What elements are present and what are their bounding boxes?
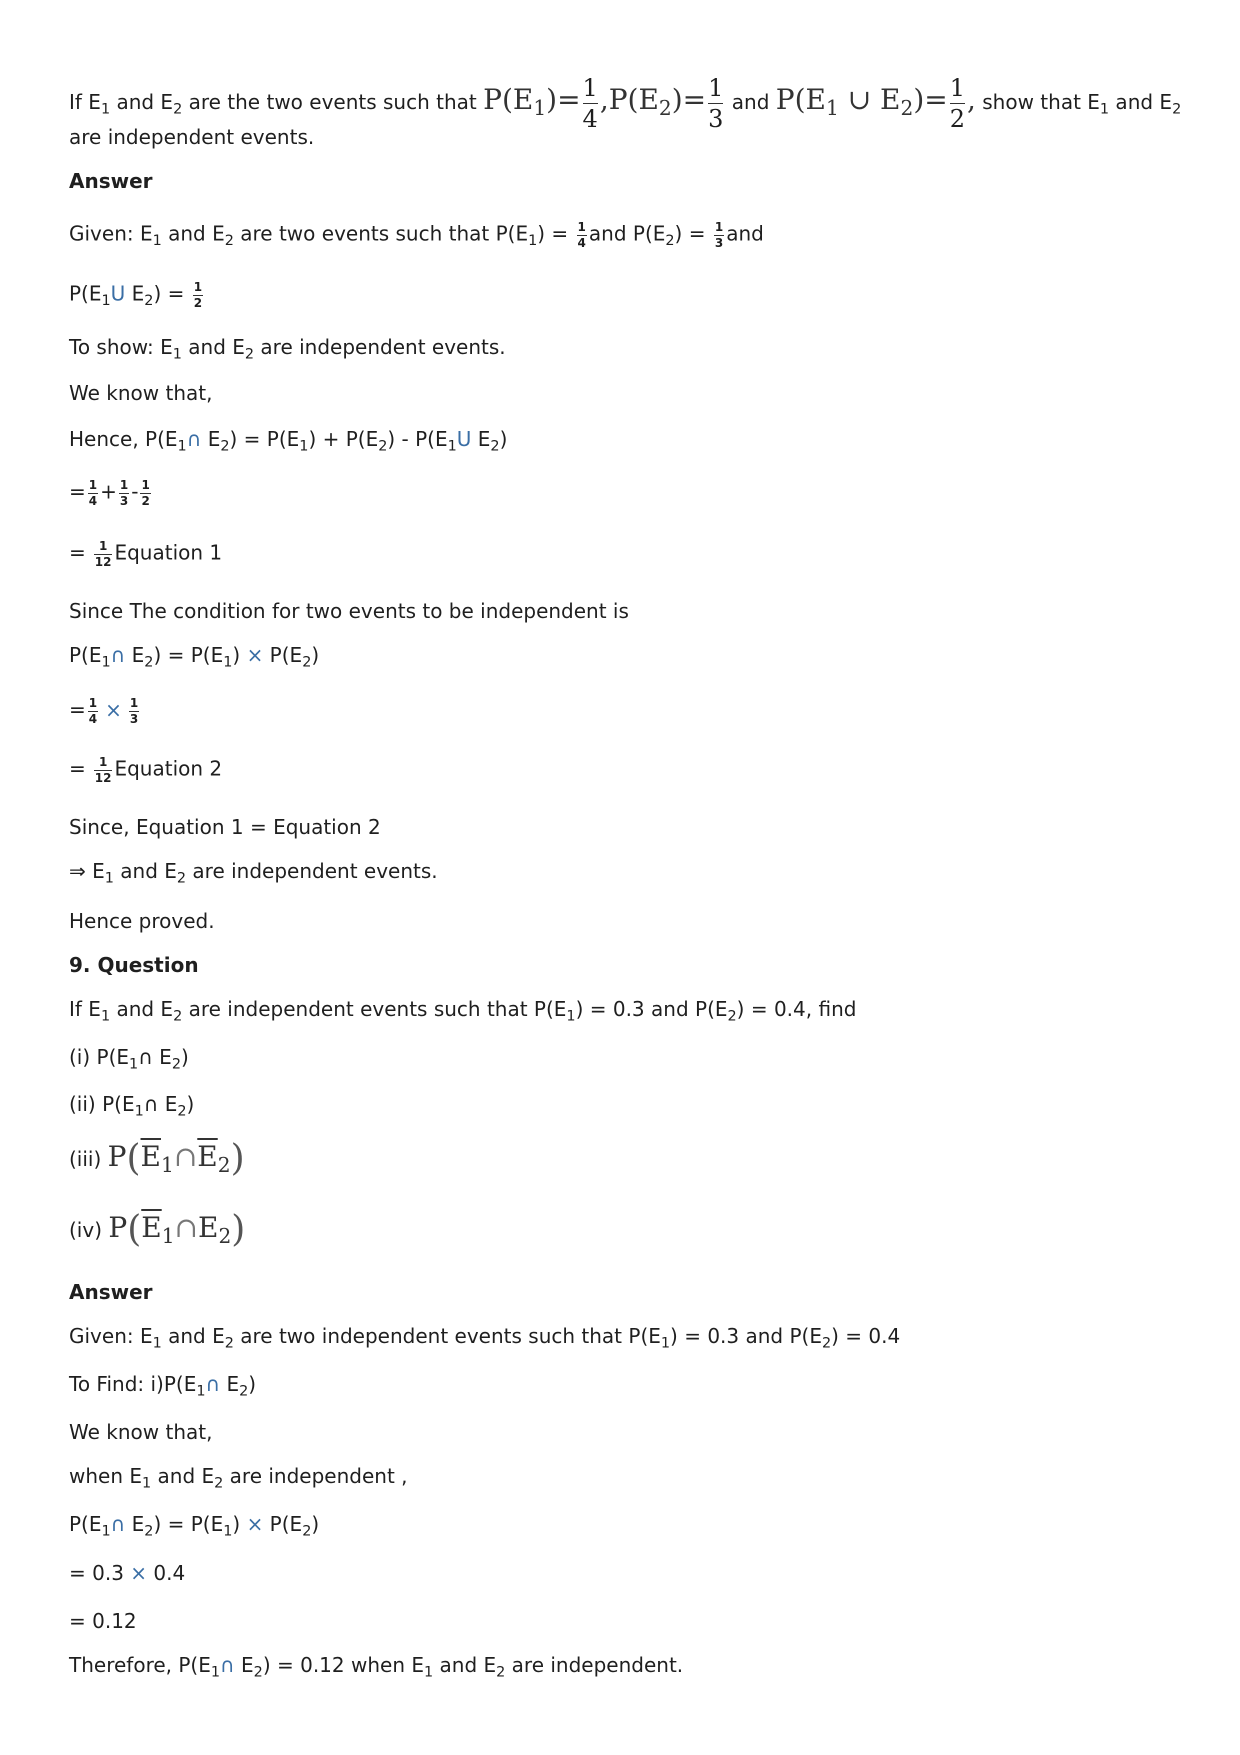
answer-9-heading: Answer: [69, 1280, 153, 1304]
equation-compare-line: Since, Equation 1 = Equation 2: [69, 815, 381, 839]
formula-iv: $P(\overline{E}_1\cap E_2)$: [108, 1209, 246, 1250]
answer-9-to-find: To Find: $i)P(E_1\cap$ $E_2$): [69, 1372, 257, 1400]
equation-2-line: = $\frac{1}{12}$ Equation 2: [69, 755, 223, 785]
formula-line: Hence, $P(E_1\cap$ $E_2) = P(E_1) + P(E_2) - P(E_1U$ $E_2$): [69, 427, 508, 455]
implication-line: ⇒ $E_1$ and $E_2$ are independent events.: [69, 859, 438, 887]
formula-pe2: $,P(E_2)=$: [599, 83, 707, 121]
union-given-line: $P(E_1U$ $E_2$) = $\frac{1}{2}$: [69, 280, 203, 310]
fraction: $\frac{1}{2}$: [193, 280, 203, 310]
times-symbol: ×: [246, 643, 264, 667]
text: are the two events such that: [182, 90, 484, 114]
subscript: 2: [1172, 101, 1182, 118]
intro-line-1: [69, 76, 1181, 131]
answer-9-we-know: We know that,: [69, 1420, 213, 1444]
fraction-one-quarter: $\frac{1}{4}$: [582, 74, 598, 133]
fraction: $\frac{1}{4}$: [577, 220, 586, 250]
subscript: 1: [100, 101, 111, 118]
sum-line: = $\frac{1}{4}$ + $\frac{1}{3}$ - $\frac{1}{2}$: [69, 478, 150, 508]
text: and E: [110, 90, 174, 114]
to-show-line: To show: $E_1$ and $E_2$ are independent events.: [69, 335, 506, 363]
question-9-heading: 9. Question: [69, 953, 199, 977]
text: and E: [1109, 90, 1173, 114]
text: show that E: [975, 90, 1100, 114]
product-formula-line: $P(E_1\cap$ $E_2) = P(E_1) \times P(E_2)$: [69, 643, 320, 671]
answer-9-product: $P(E_1\cap$ $E_2) = P(E_1) \times P(E_2)$: [69, 1512, 320, 1540]
formula-iii: $P(\overline{E}_1\cap\overline{E}_2)$: [107, 1138, 245, 1179]
text: If E: [69, 90, 101, 114]
union-symbol: U: [110, 281, 126, 306]
condition-line: Since The condition for two events to be independent is: [69, 599, 629, 623]
hence-proved-line: Hence proved.: [69, 909, 215, 933]
answer-9-result: = 0.12: [69, 1609, 137, 1633]
answer-9-given: Given: $E_1$ and $E_2$ are two independent events such that $P(E_1) = 0.3$ and $P(E_2) = 0.4$: [69, 1324, 901, 1352]
answer-heading: Answer: [69, 169, 153, 193]
subscript: 2: [173, 101, 183, 118]
part-iv: (iv) $P(\overline{E}_1\cap E_2)$: [69, 1209, 246, 1250]
part-iii: (iii) $P(\overline{E}_1\cap\overline{E}_2)$: [69, 1138, 245, 1179]
comma: ,: [967, 83, 976, 116]
intersection-symbol: ∩: [186, 427, 202, 451]
given-line: Given: $E_1$ and $E_2$ are two events such that $P(E_1)$ = $\frac{1}{4}$ and $P(E_2)$ = $\frac{1}{3}$ and: [69, 220, 764, 250]
formula-union: $P(E_1$ ∪ $E_2)=$: [775, 83, 948, 121]
equation-1-line: = $\frac{1}{12}$ Equation 1: [69, 539, 223, 569]
implies-arrow-icon: ⇒: [69, 859, 86, 883]
fraction: $\frac{1}{3}$: [714, 220, 724, 250]
intro-line-2: are independent events.: [69, 125, 315, 149]
fraction-one-half: $\frac{1}{2}$: [949, 74, 965, 133]
answer-9-conclusion: Therefore, $P(E_1\cap$ $E_2) = 0.12$ when $E_1$ and $E_2$ are independent.: [69, 1653, 684, 1681]
we-know-line: We know that,: [69, 381, 213, 405]
formula-pe1: $P(E_1)=$: [483, 83, 581, 121]
question-9-statement: If $E_1$ and $E_2$ are independent events such that $P(E_1) = 0.3$ and $P(E_2) = 0.4$, find: [69, 997, 857, 1025]
equation-label: Equation 1: [114, 540, 223, 565]
answer-9-when: when $E_1$ and $E_2$ are independent ,: [69, 1464, 408, 1492]
subscript: 1: [1099, 101, 1110, 118]
multiply-line: = $\frac{1}{4}$ × $\frac{1}{3}$: [69, 696, 139, 726]
part-i: (i) $P(E_1\cap$ $E_2$): [69, 1045, 189, 1073]
fraction-one-third: $\frac{1}{3}$: [708, 74, 724, 133]
equation-label: Equation 2: [114, 756, 223, 781]
text: and: [725, 90, 776, 114]
union-symbol: U: [456, 427, 472, 451]
answer-9-calc: = 0.3 × 0.4: [69, 1561, 186, 1585]
part-ii: (ii) $P(E_1\cap$ $E_2$): [69, 1092, 195, 1120]
